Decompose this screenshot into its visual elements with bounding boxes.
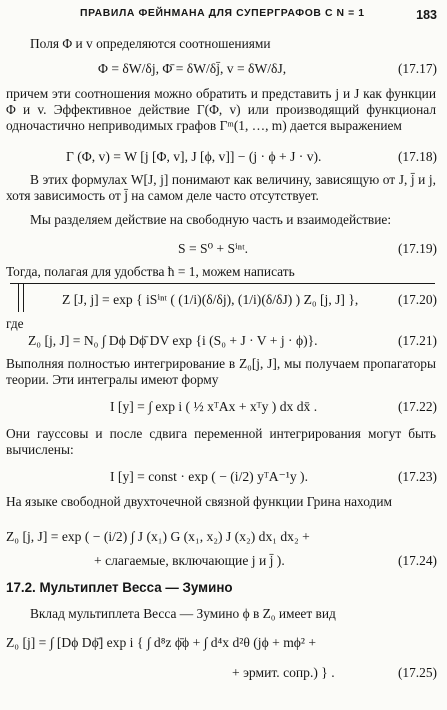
paragraph: На языке свободной двухточечной связной функции Грина находим [6,494,393,509]
equation-number: (17.19) [397,241,437,256]
equation-17-20: Z [J, j] = exp { iSⁱⁿᵗ ( (1/i)(δ/δj), (1/i)(δ/δJ) ) Z₀ [j, J] }, [62,292,359,307]
equation-17-18: Γ (Φ, v) = W [j [Φ, v], J [ϕ, v]] − (j · ϕ + J · v). [66,149,322,164]
equation-17-25-line2: + эрмит. сопр.) } . [232,665,335,680]
equation-number: (17.20) [397,292,437,307]
equation-17-24-line1: Z₀ [j, J] = exp ( − (i/2) ∫ J (x₁) G (x₁, x₂) J (x₂) dx₁ dx₂ + [6,529,310,544]
margin-bar [18,284,19,312]
paragraph: где [6,316,24,331]
equation-number: (17.24) [397,553,437,568]
equation-17-22: I [y] = ∫ exp i ( ½ xᵀAx + xᵀy ) dx dx̄ . [110,399,318,414]
paragraph: причем эти соотношения можно обратить и представить j и J как функции Φ и v. Эффективное действие Γ(Φ, v) или производящий функционал одночастично неприводимых графов Γᵐ(1, …, m) дается выражением [6,86,437,133]
equation-number: (17.18) [397,149,437,164]
paragraph: Они гауссовы и после сдвига переменной интегрирования могут быть вычислены: [6,426,436,457]
margin-rule [10,283,435,284]
paragraph: Мы разделяем действие на свободную часть и взаимодействие: [30,212,392,227]
equation-17-21: Z₀ [j, J] = N₀ ∫ Dϕ Dϕ̄ DV exp {i (S₀ + J · V + j · ϕ)}. [28,333,318,348]
equation-17-24-line2: + слагаемые, включающие j и j̄ ). [94,553,285,568]
margin-bar [23,284,24,312]
equation-number: (17.21) [397,333,437,348]
running-title: ПРАВИЛА ФЕЙНМАНА ДЛЯ СУПЕРГРАФОВ С N = 1 [80,8,365,19]
paragraph: В этих формулах W[J, j] понимают как величину, зависящую от J, j̄ и j, хотя зависимость от j̄ на самом деле часто отсутствует. [6,172,436,203]
paragraph: Тогда, полагая для удобства ħ = 1, можем написать [6,264,295,279]
paragraph: Вклад мультиплета Весса — Зумино ϕ в Z₀ имеет вид [30,606,336,621]
equation-17-17: Φ = δW/δj, Φ̄ = δW/δj̄, v = δW/δJ, [98,61,287,76]
equation-number: (17.25) [397,665,437,680]
equation-number: (17.17) [397,61,437,76]
paragraph: Поля Φ и v определяются соотношениями [30,36,271,51]
page-number: 183 [416,8,437,22]
equation-number: (17.22) [397,399,437,414]
paragraph: Выполняя полностью интегрирование в Z₀[j, J], мы получаем пропагаторы теории. Эти интегралы имеют форму [6,356,436,387]
section-heading: 17.2. Мультиплет Весса — Зумино [6,580,233,595]
equation-17-25-line1: Z₀ [j] = ∫ [Dϕ Dϕ̄] exp i { ∫ d⁸z ϕ̄ϕ + ∫ d⁴x d²θ (jϕ + mϕ² + [6,635,317,650]
equation-number: (17.23) [397,469,437,484]
equation-17-23: I [y] = const · exp ( − (i/2) yᵀA⁻¹y ). [110,469,308,484]
equation-17-19: S = S⁰ + Sⁱⁿᵗ. [178,241,249,256]
